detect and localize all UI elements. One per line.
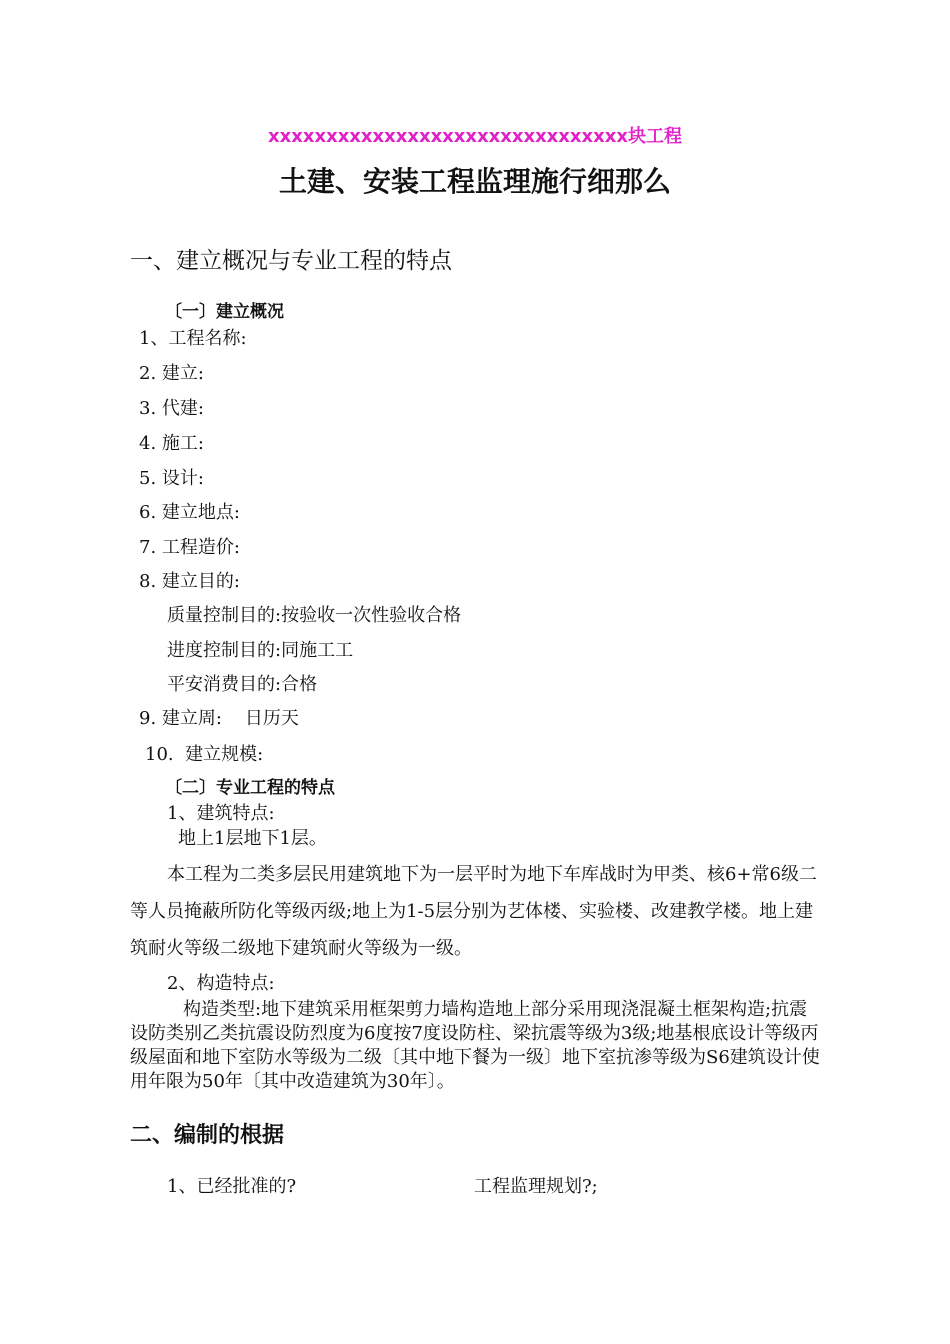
list-item: 6. 建立地点: bbox=[139, 502, 240, 523]
structure-description: 构造类型:地下建筑采用框架剪力墙构造地上部分采用现浇混凝土框架构造;抗震设防类别乙类抗震设防烈度为6度按7度设防柱、梁抗震等级为3级;地基根底设计等级丙级屋面和地下室防水等级为二级〔其中地下餐为一级〕地下室抗渗等级为S6建筑设计使用年限为50年〔其中改造建筑为30年〕。 bbox=[130, 999, 820, 1092]
section-heading-overview: 一、建立概况与专业工程的特点 bbox=[130, 248, 452, 274]
list-item: 1、工程名称: bbox=[139, 328, 247, 349]
list-item: 5. 设计: bbox=[139, 468, 204, 489]
basis-item-1-doc: 工程监理规划?; bbox=[474, 1176, 598, 1197]
subsection-heading-features: 〔二〕专业工程的特点 bbox=[165, 778, 335, 798]
subsection-heading-overview: 〔一〕建立概况 bbox=[165, 302, 284, 322]
project-header: xxxxxxxxxxxxxxxxxxxxxxxxxxxxxxx块工程 bbox=[268, 126, 682, 147]
list-item: 7. 工程造价: bbox=[139, 537, 240, 558]
building-floors: 地上1层地下1层。 bbox=[178, 828, 327, 849]
list-item: 9. 建立周: 日历天 bbox=[139, 708, 299, 729]
building-features-label: 1、建筑特点: bbox=[167, 803, 275, 824]
list-item: 8. 建立目的: bbox=[139, 571, 240, 592]
list-item: 质量控制目的:按验收一次性验收合格 bbox=[167, 605, 462, 626]
list-item: 2. 建立: bbox=[139, 363, 204, 384]
list-item: 平安消费目的:合格 bbox=[167, 674, 318, 695]
document-title: 土建、安装工程监理施行细那么 bbox=[278, 165, 671, 198]
list-item: 4. 施工: bbox=[139, 433, 204, 454]
list-item: 10. 建立规模: bbox=[145, 744, 264, 765]
basis-item-1: 1、已经批准的? bbox=[167, 1176, 297, 1197]
list-item: 进度控制目的:同施工工 bbox=[167, 640, 354, 661]
section-heading-basis: 二、编制的根据 bbox=[130, 1123, 285, 1148]
list-item: 3. 代建: bbox=[139, 398, 204, 419]
structure-features-label: 2、构造特点: bbox=[167, 973, 275, 994]
building-description: 本工程为二类多层民用建筑地下为一层平时为地下车库战时为甲类、核6+常6级二等人员掩蔽所防化等级丙级;地上为1-5层分别为艺体楼、实验楼、改建教学楼。地上建筑耐火等级二级地下建筑耐火等级为一级。 bbox=[130, 864, 817, 959]
